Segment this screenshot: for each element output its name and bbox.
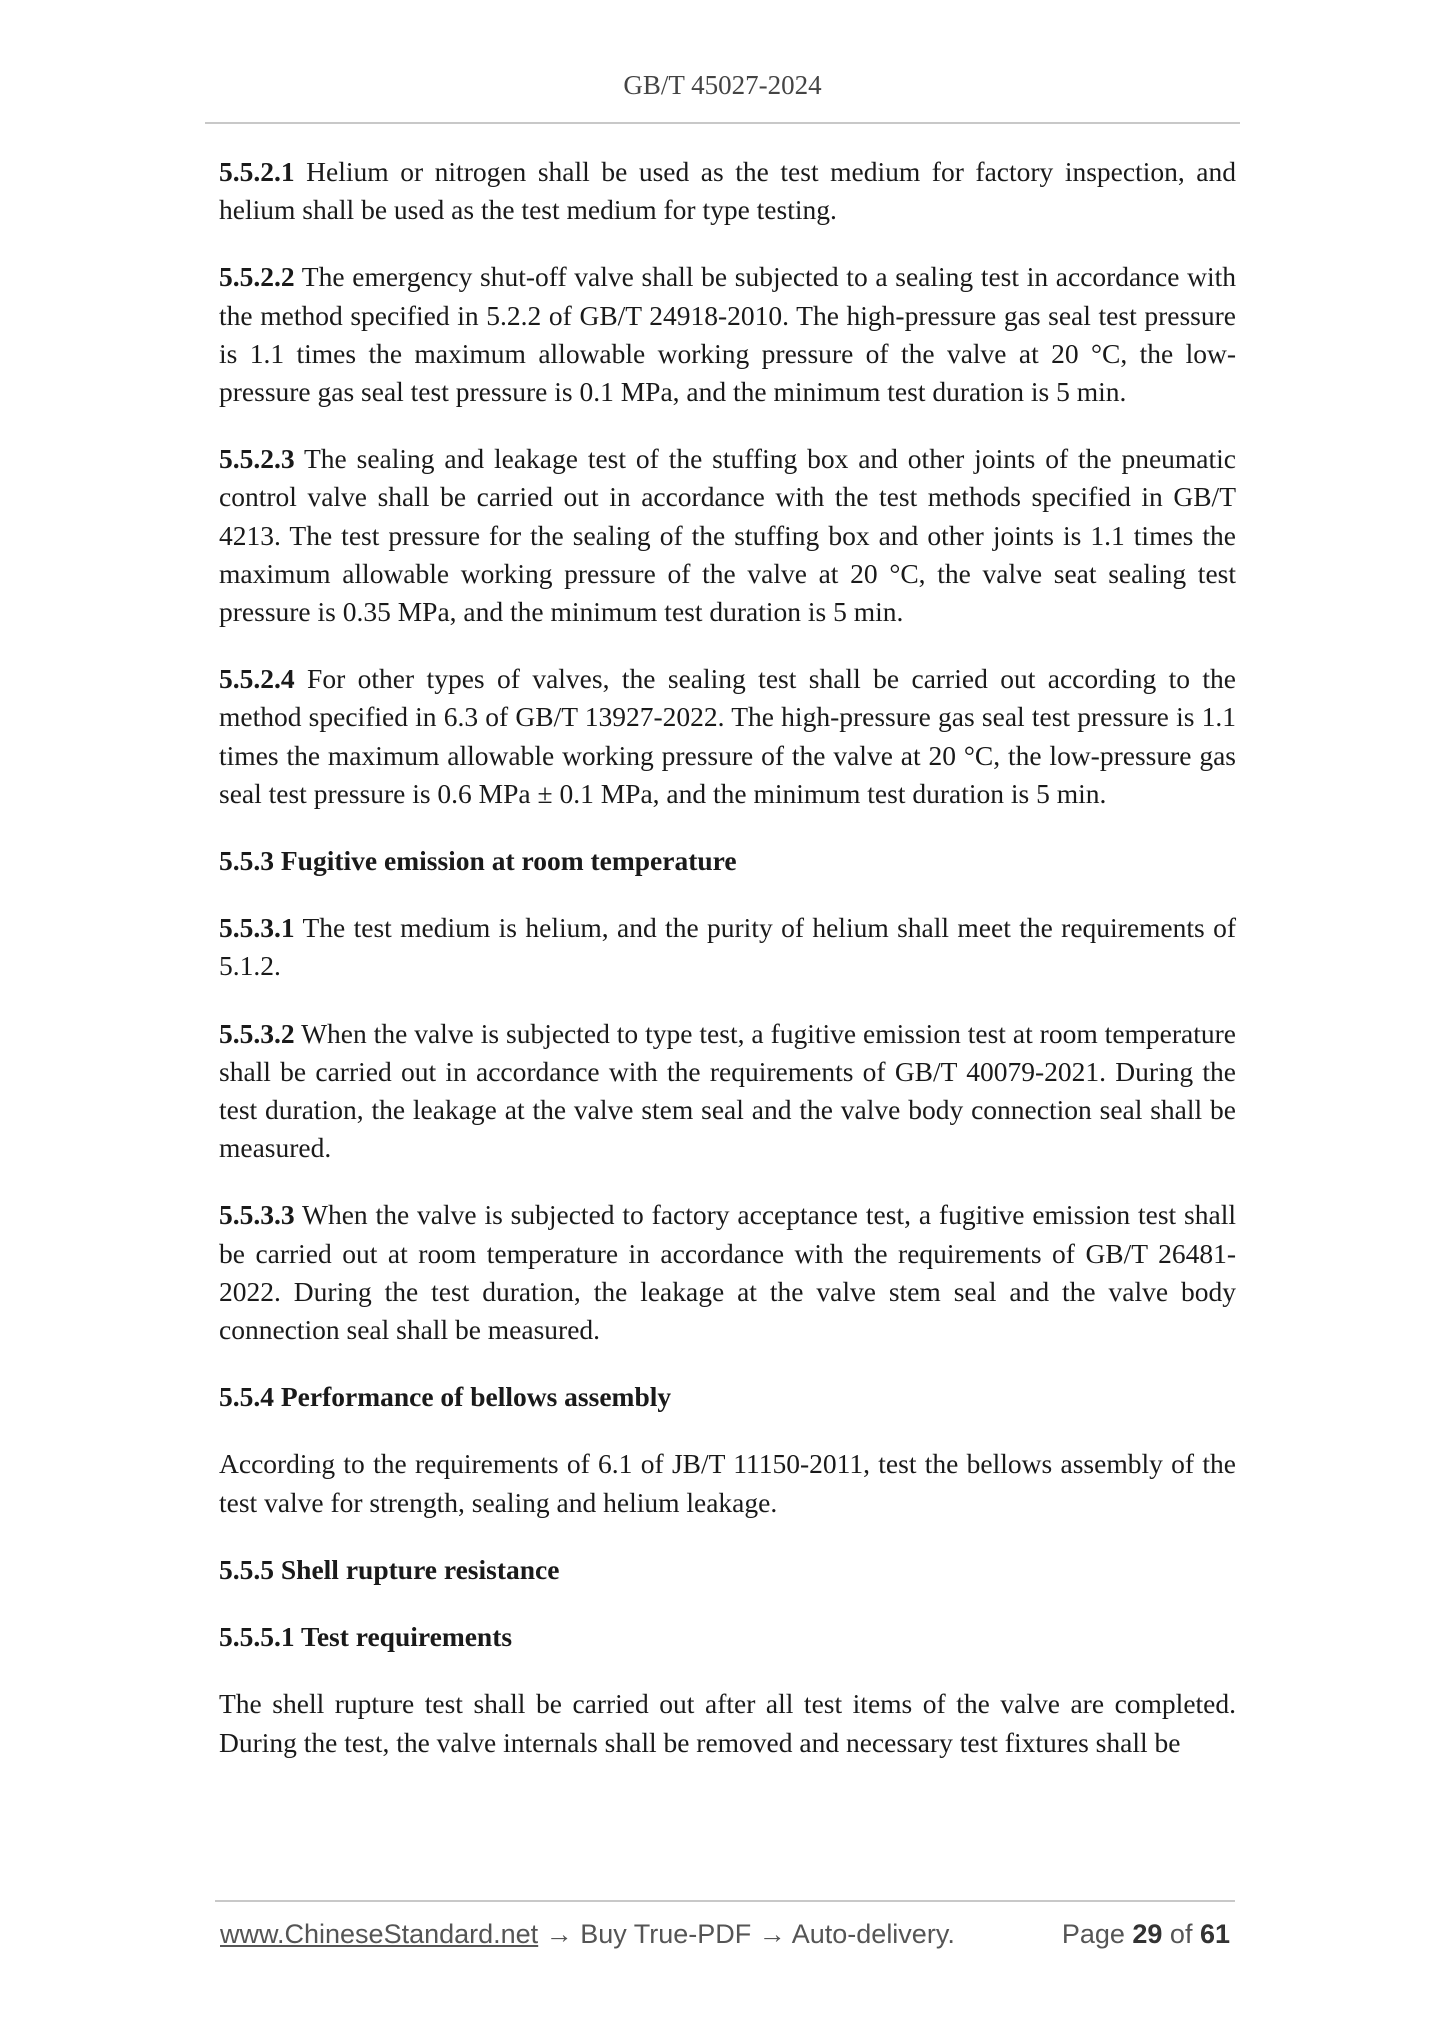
- footer-promo: [220, 1919, 955, 1950]
- paragraph-5-5-2-3: [219, 440, 1236, 631]
- clause-text: For other types of valves, the sealing test shall be carried out according to the method specified in 6.3 of GB/T 13927-2022. The high-pressure gas seal test pressure is 1.1 times the maximum allowable working pressure of the valve at 20 °C, the low-pressure gas seal test pressure is 0.6 MPa ± 0.1 MPa, and the minimum test duration is 5 min.: [219, 663, 1236, 809]
- page-indicator: [1062, 1919, 1230, 1950]
- paragraph-bellows: According to the requirements of 6.1 of JB/T 11150-2011, test the bellows assembly of the test valve for strength, sealing and helium leakage.: [219, 1448, 1236, 1518]
- header-divider: [205, 122, 1240, 124]
- clause-number: 5.5.2.1: [219, 156, 295, 187]
- total-pages: 61: [1199, 1919, 1230, 1949]
- paragraph-5-5-2-4: [219, 660, 1236, 813]
- clause-text: The sealing and leakage test of the stuffing box and other joints of the pneumatic control valve shall be carried out in accordance with the test methods specified in GB/T 4213. The test pressure for the sealing of the stuffing box and other joints is 1.1 times the maximum allowable working pressure of the valve at 20 °C, the valve seat sealing test pressure is 0.35 MPa, and the minimum test duration is 5 min.: [219, 443, 1236, 628]
- clause-text: The test medium is helium, and the purity of helium shall meet the requirements of 5.1.2.: [219, 912, 1236, 982]
- clause-number: 5.5.2.4: [219, 663, 295, 695]
- clause-number: 5.5.2.3: [219, 443, 295, 475]
- section-heading-5-5-3: 5.5.3 Fugitive emission at room temperature: [219, 845, 737, 877]
- page-number: 29: [1132, 1919, 1163, 1949]
- section-heading-5-5-5: 5.5.5 Shell rupture resistance: [219, 1553, 560, 1585]
- paragraph-5-5-2-2: [219, 258, 1236, 411]
- clause-number: 5.5.3.1: [219, 912, 295, 944]
- paragraph-5-5-3-1: [219, 909, 1236, 985]
- document-header: GB/T 45027-2024: [623, 70, 822, 100]
- section-heading-5-5-4: 5.5.4 Performance of bellows assembly: [219, 1381, 672, 1413]
- website-link[interactable]: www.ChineseStandard.net: [220, 1919, 539, 1949]
- paragraph-shell-rupture: The shell rupture test shall be carried out after all test items of the valve are completed. During the test, the valve internals shall be removed and necessary test fixtures shall be: [219, 1688, 1236, 1758]
- clause-number: 5.5.3.3: [219, 1199, 295, 1231]
- clause-text: The emergency shut-off valve shall be subjected to a sealing test in accordance with the method specified in 5.2.2 of GB/T 24918-2010. The high-pressure gas seal test pressure is 1.1 times the maximum allowable working pressure of the valve at 20 °C, the low-pressure gas seal test pressure is 0.1 MPa, and the minimum test duration is 5 min.: [219, 261, 1236, 408]
- of-label: of: [1162, 1919, 1200, 1949]
- clause-text: When the valve is subjected to type test, a fugitive emission test at room temperature shall be carried out in accordance with the requirements of GB/T 40079-2021. During the test duration, the leakage at the valve stem seal and the valve body connection seal shall be measured.: [219, 1017, 1236, 1164]
- footer-tagline: → Buy True-PDF → Auto-delivery.: [538, 1919, 955, 1949]
- document-body: [219, 153, 1236, 1791]
- paragraph-5-5-3-2: [219, 1015, 1236, 1168]
- page-label: Page: [1061, 1919, 1133, 1949]
- clause-text: When the valve is subjected to factory acceptance test, a fugitive emission test shall be carried out at room temperature in accordance with the requirements of GB/T 26481-2022. During the test duration, the leakage at the valve stem seal and the valve body connection seal shall be measured.: [219, 1199, 1236, 1346]
- section-heading-5-5-5-1: 5.5.5.1 Test requirements: [219, 1621, 513, 1653]
- clause-number: 5.5.3.2: [219, 1017, 295, 1049]
- paragraph-5-5-3-3: [219, 1196, 1236, 1349]
- paragraph-5-5-2-1: [219, 153, 1236, 229]
- footer-divider: [215, 1900, 1235, 1902]
- clause-text: Helium or nitrogen shall be used as the test medium for factory inspection, and helium shall be used as the test medium for type testing.: [219, 156, 1236, 226]
- clause-number: 5.5.2.2: [219, 261, 295, 293]
